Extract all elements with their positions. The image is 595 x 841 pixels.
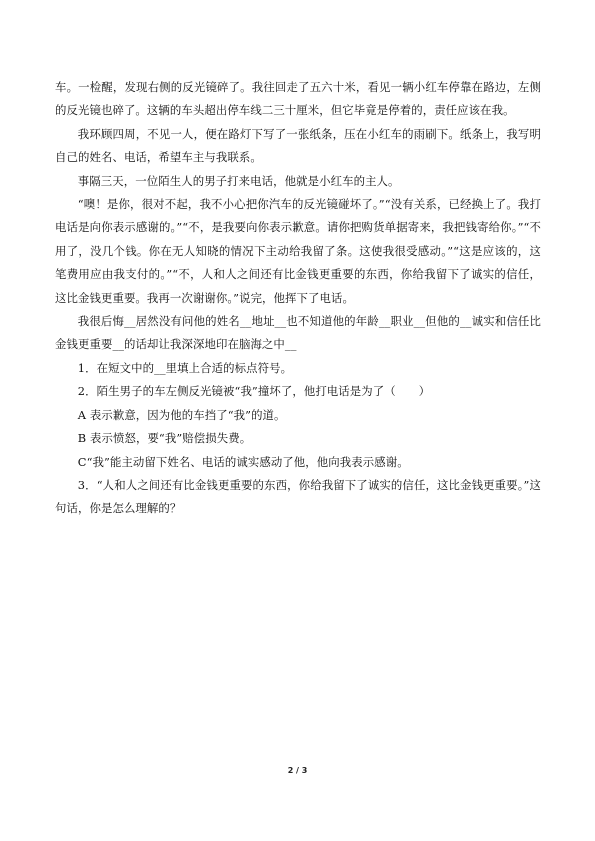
paragraph-story-5: 我很后悔__居然没有问他的姓名__地址__也不知道他的年龄__职业__但他的__诚实和信任比金钱更重要__的话却让我深深地印在脑海之中__ bbox=[55, 314, 541, 352]
document-body bbox=[55, 76, 541, 521]
page-number: 2 / 3 bbox=[287, 766, 308, 775]
question-2-option-b: B 表示愤怒，要“我”赔偿损失费。 bbox=[77, 431, 252, 446]
paragraph-story-3: 事隔三天，一位陌生人的男子打来电话，他就是小红车的主人。 bbox=[77, 173, 400, 188]
question-2-option-a: A 表示歉意，因为他的车挡了“我”的道。 bbox=[77, 407, 286, 422]
paragraph-story-1: 车。一检醒，发现右侧的反光镜碎了。我往回走了五六十米，看见一辆小红车停靠在路边，左侧的反光镜也碎了。这辆的车头超出停车线二三十厘米，但它毕竟是停着的，责任应该在我。 bbox=[55, 80, 541, 118]
paragraph-story-4: “噢！是你，很对不起，我不小心把你汽车的反光镜碰坏了。”“没有关系，已经换上了。我打电话是向你表示感谢的。”“不，是我要向你表示歉意。请你把购货单据寄来，我把钱寄给你。”“不用了，没几个钱。你在无人知晓的情况下主动给我留了条。这使我很受感动。”“这是应该的，这笔费用应由我支付的。”“不，人和人之间还有比金钱更重要的东西，你给我留下了诚实的信任，这比金钱更重要。我再一次谢谢你。”说完，他挥下了电话。 bbox=[55, 197, 541, 305]
question-2-option-c: C“我”能主动留下姓名、电话的诚实感动了他，他向我表示感谢。 bbox=[77, 454, 409, 469]
question-2: 2．陌生男子的车左侧反光镜被“我”撞坏了，他打电话是为了（ ） bbox=[77, 384, 431, 399]
question-1: 1．在短文中的__里填上合适的标点符号。 bbox=[77, 360, 293, 375]
question-3: 3．“人和人之间还有比金钱更重要的东西，你给我留下了诚实的信任，这比金钱更重要。”这句话，你是怎么理解的？ bbox=[55, 477, 541, 516]
paragraph-story-2: 我环顾四周，不见一人，便在路灯下写了一张纸条，压在小红车的雨刷下。纸条上，我写明自己的姓名、电话，希望车主与我联系。 bbox=[55, 126, 541, 165]
